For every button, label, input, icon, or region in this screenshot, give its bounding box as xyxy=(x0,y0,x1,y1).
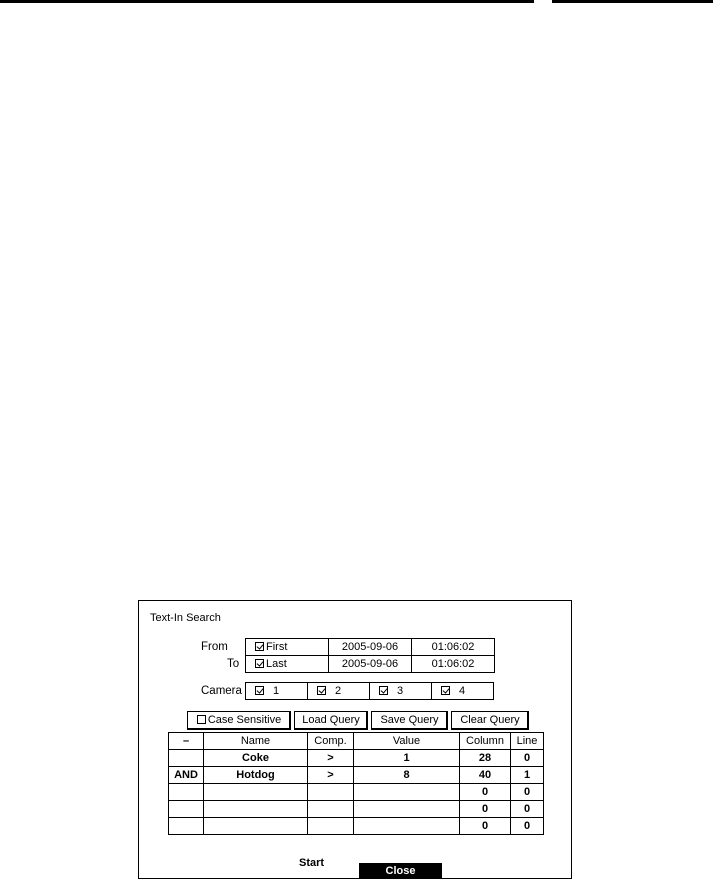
value-cell[interactable] xyxy=(354,818,460,835)
column-cell[interactable]: 0 xyxy=(460,818,511,835)
text-in-search-dialog xyxy=(138,600,572,879)
camera-3-number: 3 xyxy=(397,685,404,697)
line-cell[interactable]: 1 xyxy=(511,767,544,784)
to-label: To xyxy=(227,658,240,670)
name-cell[interactable]: Coke xyxy=(204,750,308,767)
operator-cell[interactable] xyxy=(169,801,204,818)
to-last-field[interactable] xyxy=(245,655,329,673)
comp-cell[interactable]: > xyxy=(308,767,354,784)
value-cell[interactable] xyxy=(354,784,460,801)
camera-2-number: 2 xyxy=(335,685,342,697)
table-row[interactable] xyxy=(169,767,544,784)
from-date-field[interactable]: 2005-09-06 xyxy=(328,638,412,656)
value-cell[interactable] xyxy=(354,801,460,818)
from-first-label: First xyxy=(266,641,288,653)
start-button[interactable]: Start xyxy=(299,857,325,869)
camera-1-number: 1 xyxy=(273,685,280,697)
query-table xyxy=(168,732,544,835)
name-header: Name xyxy=(204,733,308,750)
line-cell[interactable]: 0 xyxy=(511,784,544,801)
operator-header: – xyxy=(169,733,204,750)
case-sensitive-checkbox-icon[interactable] xyxy=(197,715,206,724)
table-row[interactable] xyxy=(169,801,544,818)
to-time-field[interactable]: 01:06:02 xyxy=(411,655,495,673)
from-label: From xyxy=(201,641,228,653)
table-row[interactable] xyxy=(169,750,544,767)
from-first-checkbox-icon[interactable] xyxy=(255,642,264,651)
camera-4-checkbox-icon xyxy=(441,686,450,695)
to-last-checkbox-icon[interactable] xyxy=(255,659,264,668)
operator-cell[interactable] xyxy=(169,750,204,767)
camera-3-checkbox-icon xyxy=(379,686,388,695)
comp-cell[interactable] xyxy=(308,818,354,835)
column-cell[interactable]: 40 xyxy=(460,767,511,784)
name-cell[interactable]: Hotdog xyxy=(204,767,308,784)
table-row[interactable] xyxy=(169,818,544,835)
comp-cell[interactable]: > xyxy=(308,750,354,767)
comp-header: Comp. xyxy=(308,733,354,750)
table-header-row xyxy=(169,733,544,750)
to-date-field[interactable]: 2005-09-06 xyxy=(328,655,412,673)
camera-label: Camera xyxy=(201,685,242,697)
camera-4-number: 4 xyxy=(459,685,466,697)
case-sensitive-label: Case Sensitive xyxy=(207,714,282,726)
column-cell[interactable]: 28 xyxy=(460,750,511,767)
top-rule-gap xyxy=(534,0,552,3)
name-cell[interactable] xyxy=(204,818,308,835)
comp-cell[interactable] xyxy=(308,801,354,818)
line-cell[interactable]: 0 xyxy=(511,750,544,767)
camera-2-checkbox-icon xyxy=(317,686,326,695)
dialog-title: Text-In Search xyxy=(150,612,221,624)
clear-query-button[interactable]: Clear Query xyxy=(451,711,529,730)
case-sensitive-toggle[interactable] xyxy=(187,711,291,730)
camera-2-toggle[interactable] xyxy=(307,682,370,700)
close-button[interactable]: Close xyxy=(359,863,442,879)
line-cell[interactable]: 0 xyxy=(511,801,544,818)
camera-3-toggle[interactable] xyxy=(369,682,432,700)
comp-cell[interactable] xyxy=(308,784,354,801)
name-cell[interactable] xyxy=(204,801,308,818)
value-cell[interactable]: 8 xyxy=(354,767,460,784)
operator-cell[interactable]: AND xyxy=(169,767,204,784)
save-query-button[interactable]: Save Query xyxy=(371,711,448,730)
name-cell[interactable] xyxy=(204,784,308,801)
value-cell[interactable]: 1 xyxy=(354,750,460,767)
operator-cell[interactable] xyxy=(169,818,204,835)
from-first-field[interactable] xyxy=(245,638,329,656)
to-last-label: Last xyxy=(266,658,287,670)
camera-4-toggle[interactable] xyxy=(431,682,494,700)
load-query-button[interactable]: Load Query xyxy=(294,711,368,730)
from-time-field[interactable]: 01:06:02 xyxy=(411,638,495,656)
line-cell[interactable]: 0 xyxy=(511,818,544,835)
column-header: Column xyxy=(460,733,511,750)
top-rule xyxy=(0,0,713,3)
operator-cell[interactable] xyxy=(169,784,204,801)
column-cell[interactable]: 0 xyxy=(460,801,511,818)
value-header: Value xyxy=(354,733,460,750)
camera-1-toggle[interactable] xyxy=(245,682,308,700)
column-cell[interactable]: 0 xyxy=(460,784,511,801)
line-header: Line xyxy=(511,733,544,750)
table-row[interactable] xyxy=(169,784,544,801)
camera-1-checkbox-icon xyxy=(255,686,264,695)
